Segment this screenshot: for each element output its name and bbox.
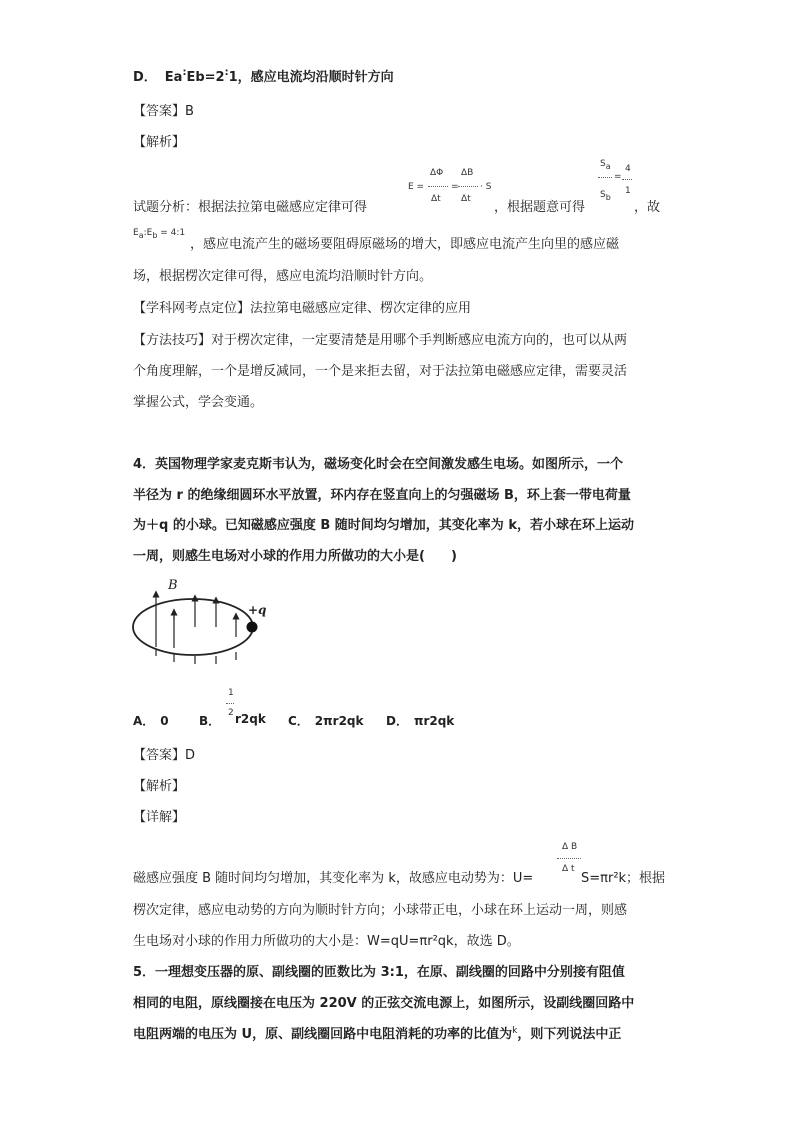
method-line2: 个角度理解，一个是增反减同，一个是来拒去留，对于法拉第电磁感应定律，需要灵活 xyxy=(133,364,628,379)
formula-1: 1 xyxy=(625,186,631,196)
option-d-eb: Eb=2 xyxy=(186,70,225,85)
ring-figure xyxy=(128,572,278,672)
analysis-line2: ，感应电流产生的磁场要阻碍原磁场的增大，即感应电流产生向里的感应磁 xyxy=(190,237,620,252)
q4-solution-line1-start: 磁感应强度 B 随时间均匀增加，其变化率为 k，故感应电动势为：U= xyxy=(133,871,534,886)
q4-option-c: C． 2πr2qk xyxy=(288,714,364,728)
q3-answer: 【答案】B xyxy=(133,104,194,119)
sol-db: Δ B xyxy=(562,842,578,852)
option-d-colon1: : xyxy=(182,67,187,78)
formula-eq: = xyxy=(451,182,459,192)
formula-dphi-bar xyxy=(428,186,448,187)
q4-option-b-frac-bar xyxy=(226,703,234,704)
q4-line3: 为＋q 的小球。已知磁感应强度 B 随时间均匀增加，其变化率为 k，若小球在环上运动 xyxy=(133,518,634,533)
option-d-line xyxy=(133,66,394,85)
sol-dt: Δ t xyxy=(562,864,575,874)
method-line3: 掌握公式，学会变通。 xyxy=(133,395,264,410)
q4-option-b-frac-den: 2 xyxy=(228,708,234,718)
q4-solution-line2: 楞次定律，感应电动势的方向为顺时针方向；小球带正电，小球在环上运动一周，则感 xyxy=(133,903,628,918)
q4-option-b-frac-num: 1 xyxy=(228,688,234,698)
formula-times-s: · S xyxy=(480,182,492,192)
formula-db-den: Δt xyxy=(461,194,471,204)
analysis-line3: 场，根据楞次定律可得，感应电流均沿顺时针方向。 xyxy=(133,269,433,284)
option-d-prefix: D． xyxy=(133,70,157,85)
formula-db-bar xyxy=(458,186,478,187)
formula-db-num: ΔB xyxy=(461,168,474,178)
q4-option-d: D． πr2qk xyxy=(386,714,455,728)
formula-41-bar xyxy=(622,179,632,180)
q4-answer: 【答案】D xyxy=(133,748,196,763)
formula-sa: $S_a$ xyxy=(600,159,611,171)
ring-ellipse xyxy=(133,599,253,655)
formula-ratio-eq: = xyxy=(614,172,622,182)
formula-dphi-num: ΔΦ xyxy=(430,168,444,178)
q5-line3: 电阻两端的电压为 U，原、副线圈回路中电阻消耗的功率的比值为$^k$，则下列说法中正 xyxy=(133,1026,622,1042)
method-line1: 【方法技巧】对于楞次定律，一定要清楚是用哪个手判断感应电流方向的，也可以从两 xyxy=(133,333,628,348)
q4-option-b-rest: r2qk xyxy=(235,712,266,726)
option-d-colon2: : xyxy=(224,67,229,78)
q4-analysis-label: 【解析】 xyxy=(133,779,186,794)
q4-line4: 一周，则感生电场对小球的作用力所做功的大小是( ) xyxy=(133,549,457,564)
q4-option-b-prefix: B． xyxy=(199,714,221,728)
formula-sb: $S_b$ xyxy=(600,190,611,202)
charged-ball xyxy=(247,622,258,633)
q4-solution-line1-end: S=πr²k；根据 xyxy=(581,871,666,886)
q4-line2: 半径为 r 的绝缘细圆环水平放置，环内存在竖直向上的匀强磁场 B，环上套一带电荷量 xyxy=(133,488,631,503)
formula-dphi-den: Δt xyxy=(431,194,441,204)
analysis-line1-mid: ，根据题意可得 xyxy=(494,200,586,215)
option-d-rest: 1，感应电流均沿顺时针方向 xyxy=(228,70,394,85)
analysis-line1-start: 试题分析：根据法拉第电磁感应定律可得 xyxy=(133,200,368,215)
sol-frac-bar xyxy=(557,858,581,859)
q3-analysis-label: 【解析】 xyxy=(133,135,186,150)
analysis-line1-end: ，故 xyxy=(634,200,661,215)
formula-4: 4 xyxy=(625,164,631,174)
kaodian-line: 【学科网考点定位】法拉第电磁感应定律、楞次定律的应用 xyxy=(133,301,472,316)
option-d-ea: Ea xyxy=(164,70,183,85)
q4-option-a: A． 0 xyxy=(133,714,169,728)
q5-line2: 相同的电阻，原线圈接在电压为 220V 的正弦交流电源上，如图所示，设副线圈回路中 xyxy=(133,996,635,1011)
ea-eb-ratio: $E_a:E_b$ = 4:1 xyxy=(133,228,186,240)
q4-solution-line3: 生电场对小球的作用力所做功的大小是：W=qU=πr²qk，故选 D。 xyxy=(133,934,520,949)
charge-label-q: +q xyxy=(248,603,267,617)
q4-line1: 4．英国物理学家麦克斯韦认为，磁场变化时会在空间激发感生电场。如图所示，一个 xyxy=(133,457,624,472)
formula-e-lhs: E = xyxy=(408,182,425,192)
field-label-b: B xyxy=(168,578,178,593)
formula-sa-bar xyxy=(598,177,612,178)
q5-line1: 5．一理想变压器的原、副线圈的匝数比为 3:1，在原、副线圈的回路中分别接有阻值 xyxy=(133,965,625,980)
q4-detail-label: 【详解】 xyxy=(133,810,186,825)
